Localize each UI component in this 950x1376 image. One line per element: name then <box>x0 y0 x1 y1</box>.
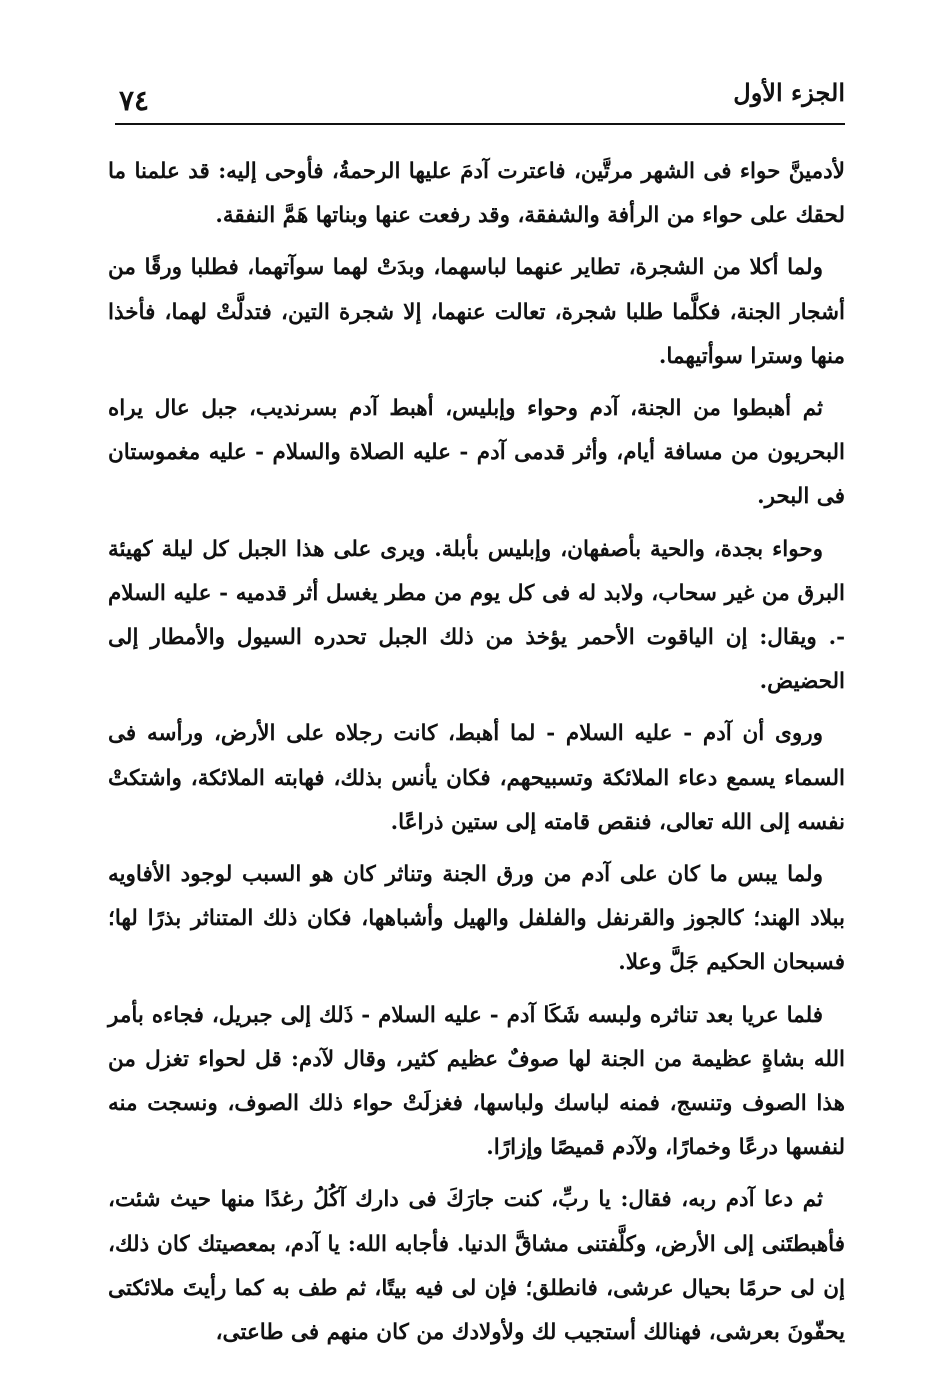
paragraph-3: ثم أهبطوا من الجنة، آدم وحواء وإبليس، أهبط آدم بسرنديب، جبل عال يراه البحريون من مسافة أيام، وأثر قدمى آدم - عليه الصلاة والسلام - عليه مغموستان فى البحر. <box>108 396 845 510</box>
header-rule <box>115 123 845 125</box>
running-title: الجزء الأول <box>733 78 845 107</box>
page-body <box>108 150 845 1363</box>
paragraph-1: لأدمينَّ حواء فى الشهر مرتَّين، فاعترت آدمَ عليها الرحمةُ، فأوحى إليه: قد علمنا ما لحقك على حواء من الرأفة والشفقة، وقد رفعت عنها وبناتها هَمَّ النفقة. <box>108 159 845 229</box>
paragraph-5: وروى أن آدم - عليه السلام - لما أهبط، كانت رجلاه على الأرض، ورأسه فى السماء يسمع دعاء الملائكة وتسبيحهم، فكان يأنس بذلك، فهابته الملائكة، واشتكتْ نفسه إلى الله تعالى، فنقص قامته إلى ستين ذراعًا. <box>108 721 845 835</box>
paragraph-2: ولما أكلا من الشجرة، تطاير عنهما لباسهما، وبدَتْ لهما سوآتهما، فطلبا ورقًا من أشجار الجنة، فكلَّما طلبا شجرة، تعالت عنهما، إلا شجرة التين، فتدلَّتْ لهما، فأخذا منها وسترا سوأتيهما. <box>108 255 845 369</box>
page-header <box>115 72 845 122</box>
paragraph-8: ثم دعا آدم ربه، فقال: يا ربِّ، كنت جارَكَ فى دارك آكُلُ رغدًا منها حيث شئت، فأهبطتَنى إلى الأرض، وكلَّفتنى مشاقَّ الدنيا. فأجابه الله: يا آدم، بمعصيتك كان ذلك، إن لى حرمًا بحيال عرشى، فانطلق؛ فإن لى فيه بيتًا، ثم طف به كما رأيتَ ملائكتى يحفّونَ بعرشى، فهنالك أستجيب لك ولأولادك من كان منهم فى طاعتى، <box>108 1187 845 1346</box>
paragraph-7: فلما عريا بعد تناثره ولبسه شَكَا آدم - عليه السلام - ذَلك إلى جبريل، فجاءه بأمر الله بشاةٍ عظيمة من الجنة لها صوفٌ عظيم كثير، وقال لآدم: قل لحواء تغزل من هذا الصوف وتنسج، فمنه لباسك ولباسها، فغزلَتْ حواء ذلك الصوف، ونسجت منه لنفسها درعًا وخمارًا، ولآدم قميصًا وإزارًا. <box>108 1002 845 1161</box>
paragraph-6: ولما يبس ما كان على آدم من ورق الجنة وتناثر كان هو السبب لوجود الأفاويه ببلاد الهند؛ كالجوز والقرنفل والفلفل والهيل وأشباهها، فكان ذلك المتناثر بذرًا لها؛ فسبحان الحكيم جَلَّ وعلا. <box>108 862 845 976</box>
page-number: ٧٤ <box>119 84 150 117</box>
paragraph-4: وحواء بجدة، والحية بأصفهان، وإبليس بأبلة. ويرى على هذا الجبل كل ليلة كهيئة البرق من غير سحاب، ولابد له فى كل يوم من مطر يغسل أثر قدميه - عليه السلام -. ويقال: إن الياقوت الأحمر يؤخذ من ذلك الجبل تحدره السيول والأمطار إلى الحضيض. <box>108 536 845 695</box>
